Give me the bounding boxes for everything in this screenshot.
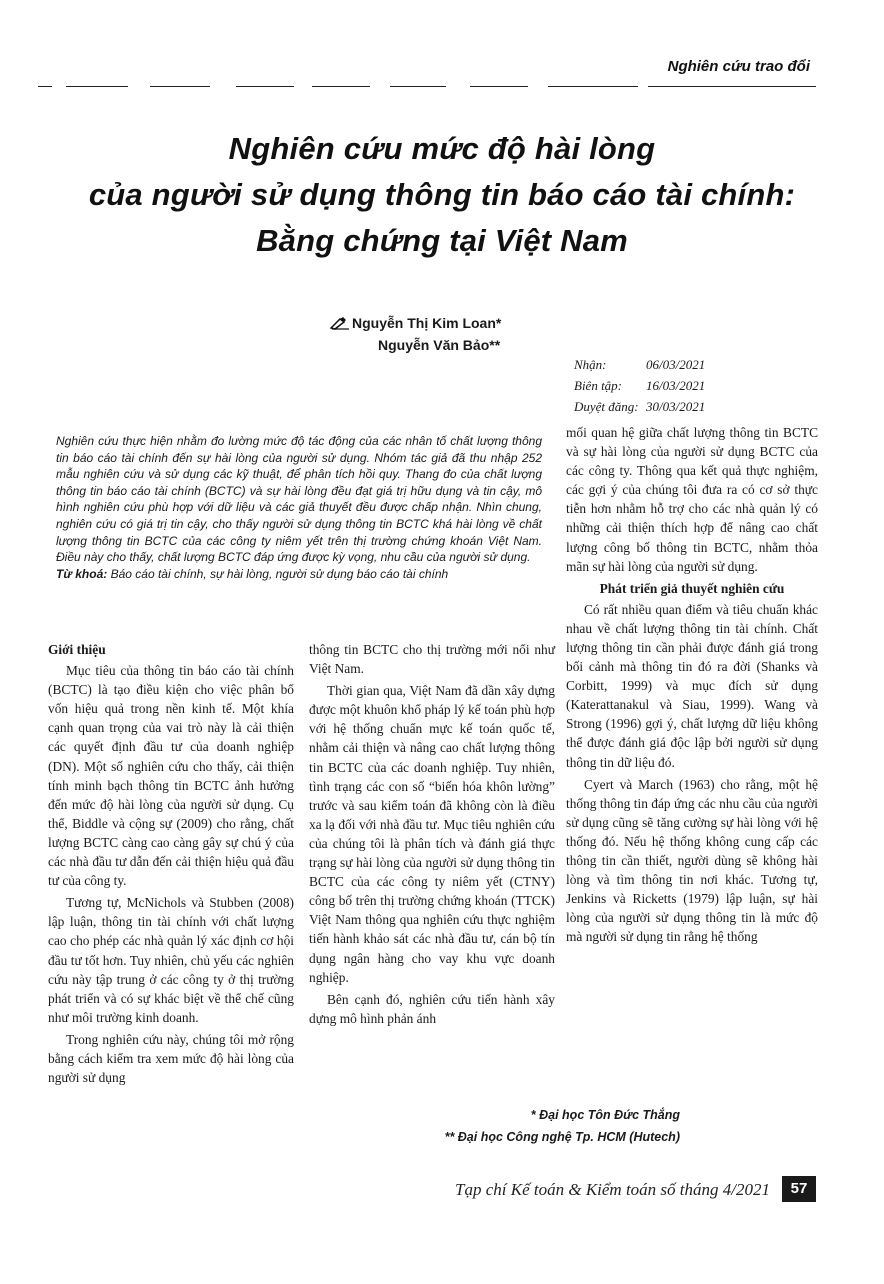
section-heading: Phát triển giả thuyết nghiên cứu: [599, 580, 785, 596]
paragraph: mối quan hệ giữa chất lượng thông tin BCTC và sự hài lòng của người sử dụng BCTC của các công ty. Thông qua kết quả thực nghiệm, các gợi ý của chúng tôi đưa ra có cơ sở thực tiễn hơn nhằm hỗ trợ cho các nhà quản lý có những cải thiện thích hợp để nâng cao chất lượng công bố thông tin BCTC, nhằm thỏa mãn sự hài lòng của người sử dụng.: [566, 425, 818, 574]
affiliation: * Đại học Tôn Đức Thắng: [530, 1108, 680, 1122]
keywords-label: Từ khoá:: [56, 566, 108, 581]
paragraph: Cyert và March (1963) cho rằng, một hệ thống thông tin đáp ứng các nhu cầu của người sử dụng cũng sẽ tăng cường sự hài lòng với hệ thống đó. Nếu hệ thống không cung cấp các thông tin cần thiết, người dùng sẽ không hài lòng và tìm thông tin nơi khác. Tương tự, Jenkins và Ricketts (1979) lập luận, sự hài lòng của người sử dụng thông tin là mức độ mà người sử dụng tin rằng hệ thống: [566, 776, 818, 945]
paragraph: Bên cạnh đó, nghiên cứu tiến hành xây dựng mô hình phản ánh: [309, 991, 555, 1026]
article-title: [60, 126, 824, 264]
paragraph: Có rất nhiều quan điểm và tiêu chuẩn khác nhau về chất lượng thông tin tài chính. Chất lượng thông tin cần phải được đánh giá trong bối cảnh mà thông tin đó ra đời (Shanks và Corbitt, 1999) và mục đích sử dụng (Katerattanakul và Siau, 1999). Wang và Strong (1996) gợi ý, chất lượng dữ liệu không thể được đánh giá độc lập bởi người sử dụng thông tin dữ liệu đó.: [566, 601, 818, 770]
author-1: Nguyễn Thị Kim Loan*: [352, 315, 502, 331]
page-number: 57: [782, 1176, 816, 1202]
pen-icon: [330, 316, 350, 330]
date-value: 30/03/2021: [646, 399, 706, 414]
authors: [330, 312, 590, 356]
paragraph: Thời gian qua, Việt Nam đã dần xây dựng được một khuôn khổ pháp lý kế toán phù hợp với hệ thống chuẩn mực kế toán quốc tế, nhằm cải thiện và nâng cao chất lượng thông tin BCTC của các doanh nghiệp. Tuy nhiên, tình trạng các con số “biến hóa khôn lường” trước và sau kiểm toán đã không còn là điều xa lạ đối với nhà đầu tư. Mục tiêu nghiên cứu của chúng tôi là phân tích và đánh giá thực trạng sự hài lòng của người sử dụng thông tin BCTC của các công ty niêm yết (CTNY) công bố trên thị trường chứng khoán (TTCK) Việt Nam thông qua nghiên cứu thực nghiệm tiến hành khảo sát các nhà đầu tư, cán bộ tín dụng ngân hàng cho vay khu vực doanh nghiệp.: [309, 683, 555, 985]
title-line: Bằng chứng tại Việt Nam: [256, 223, 628, 258]
article-dates: [574, 354, 774, 417]
title-line: Nghiên cứu mức độ hài lòng: [228, 131, 656, 166]
date-value: 06/03/2021: [646, 357, 706, 372]
author-2: Nguyễn Văn Bảo**: [378, 337, 501, 353]
date-label: Duyệt đăng:: [574, 399, 639, 414]
section-heading: Giới thiệu: [48, 642, 106, 657]
date-value: 16/03/2021: [646, 378, 706, 393]
body-column-2: [309, 640, 555, 1031]
paragraph: thông tin BCTC cho thị trường mới nổi như Việt Nam.: [309, 642, 555, 677]
keywords: Báo cáo tài chính, sự hài lòng, người sử dụng báo cáo tài chính: [110, 566, 449, 581]
affiliations: [420, 1104, 680, 1148]
title-line: của người sử dụng thông tin báo cáo tài chính:: [88, 177, 796, 212]
abstract: [56, 433, 542, 582]
paragraph: Tương tự, McNichols và Stubben (2008) lập luận, thông tin tài chính với chất lượng cao cho phép các nhà quản lý xác định cơ hội đầu tư tốt hơn. Tuy nhiên, chủ yếu các nghiên cứu này tập trung ở các công ty ở thị trường phát triển và có sự khác biệt về thể chế cũng như môi trường kinh doanh.: [48, 895, 294, 1025]
date-label: Nhận:: [574, 357, 607, 372]
paragraph: Trong nghiên cứu này, chúng tôi mở rộng bằng cách kiểm tra xem mức độ hài lòng của người sử dụng: [48, 1031, 294, 1086]
section-label: Nghiên cứu trao đổi: [667, 58, 810, 75]
body-column-1: [48, 640, 294, 1090]
date-label: Biên tập:: [574, 378, 623, 393]
abstract-text: Nghiên cứu thực hiện nhằm đo lường mức độ tác động của các nhân tố chất lượng thông tin báo cáo tài chính đến sự hài lòng của người sử dụng. Nhóm tác giả đã thu nhập 252 mẫu nghiên cứu và sử dụng các kỹ thuật, để phân tích hồi quy. Thang đo của chất lượng thông tin báo cáo tài chính (BCTC) và sự hài lòng đều đạt giá trị hữu dụng và tin cậy, mô hình nghiên cứu phù hợp với dữ liệu và các giả thuyết đều được chấp nhận. Nhìn chung, nghiên cứu có giá trị tin cậy, cho thấy người sử dụng thông tin BCTC khá hài lòng về chất lượng thông tin BCTC của các công ty niêm yết trên thị trường chứng khoán Việt Nam. Điều này cho thấy, chất lượng BCTC đáp ứng được kỳ vọng, nhu cầu của người sử dụng.: [56, 434, 542, 565]
affiliation: ** Đại học Công nghệ Tp. HCM (Hutech): [444, 1130, 680, 1144]
paragraph: Mục tiêu của thông tin báo cáo tài chính (BCTC) là tạo điều kiện cho việc phân bổ vốn hiệu quả trong nền kinh tế. Một khía cạnh quan trọng của vai trò này là cải thiện các quyết định đầu tư của doanh nghiệp (DN). Một số nghiên cứu cho thấy, cải thiện tính minh bạch thông tin BCTC ảnh hưởng đến mức độ hài lòng của người sử dụng. Cụ thể, Biddle và cộng sự (2009) cho rằng, chất lượng BCTC càng cao càng gây sự chú ý của các nhà đầu tư dẫn đến cải thiện hiệu quả đầu tư của công ty.: [48, 663, 294, 889]
journal-name: Tạp chí Kế toán & Kiểm toán số tháng 4/2021: [455, 1180, 770, 1199]
body-column-3: [566, 423, 818, 949]
